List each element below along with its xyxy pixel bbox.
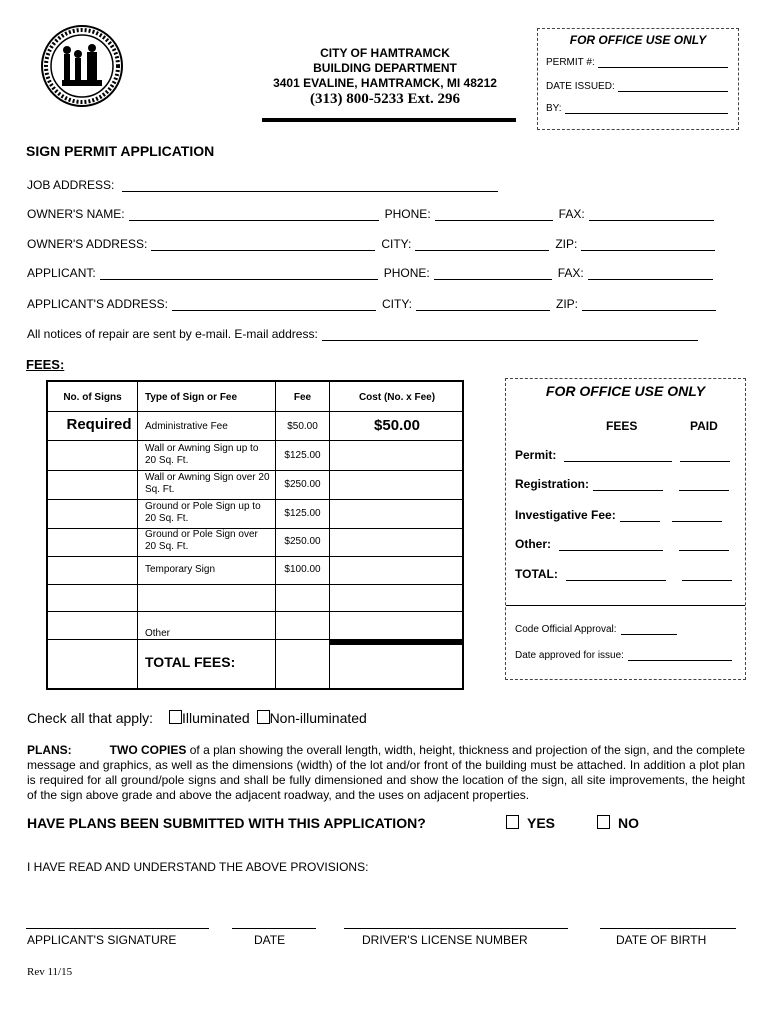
date-input[interactable] xyxy=(232,928,316,929)
total-fees-label: TOTAL FEES: xyxy=(145,654,236,670)
job-address-row: JOB ADDRESS: xyxy=(27,178,498,192)
applicant-row: APPLICANT: PHONE: FAX: xyxy=(27,266,713,280)
code-approval-row: Code Official Approval: xyxy=(515,624,677,635)
office-use-fees-box xyxy=(505,378,746,680)
office-total-paid-input[interactable] xyxy=(682,569,732,581)
date-of-birth-label: DATE OF BIRTH xyxy=(616,933,707,947)
applicant-address-input[interactable] xyxy=(172,299,376,311)
fees-label: FEES: xyxy=(26,357,65,372)
fee-type-ground-large: Ground or Pole Sign over 20 Sq. Ft. xyxy=(145,529,258,552)
fee-wall-small: $125.00 xyxy=(284,450,321,461)
header-rule xyxy=(262,118,516,122)
office-fees-title: FOR OFFICE USE ONLY xyxy=(545,383,706,399)
fee-type-temporary: Temporary Sign xyxy=(145,564,216,575)
header-sign-type: Type of Sign or Fee xyxy=(145,392,238,403)
applicant-fax-input[interactable] xyxy=(588,268,713,280)
provisions-statement: I HAVE READ AND UNDERSTAND THE ABOVE PROVISIONS: xyxy=(27,860,369,874)
applicant-zip-input[interactable] xyxy=(582,299,716,311)
owner-phone-input[interactable] xyxy=(435,209,553,221)
office-other-paid-input[interactable] xyxy=(679,539,729,551)
yes-option[interactable]: YES xyxy=(506,815,555,831)
office-total-row: TOTAL: xyxy=(515,567,732,581)
drivers-license-input[interactable] xyxy=(344,928,568,929)
fee-other-input[interactable] xyxy=(170,630,262,640)
owner-zip-input[interactable] xyxy=(581,239,715,251)
office-use-box-top xyxy=(537,28,739,130)
revision-label: Rev 11/15 xyxy=(27,966,73,978)
fee-other-row: Other xyxy=(145,628,262,640)
form-title: SIGN PERMIT APPLICATION xyxy=(26,143,215,159)
header-fee: Fee xyxy=(293,392,312,403)
header-no-of-signs: No. of Signs xyxy=(63,392,122,403)
date-of-birth-input[interactable] xyxy=(600,928,736,929)
office-permit-fee-input[interactable] xyxy=(564,450,672,462)
check-row: Check all that apply: Illuminated Non-illuminated xyxy=(27,710,367,726)
office-permit-row: Permit: xyxy=(515,448,730,462)
date-label: DATE xyxy=(254,933,286,947)
fee-ground-large: $250.00 xyxy=(284,536,321,547)
header-department: BUILDING DEPARTMENT xyxy=(313,61,457,75)
illuminated-checkbox[interactable] xyxy=(169,710,182,724)
office-registration-paid-input[interactable] xyxy=(679,479,729,491)
office-other-fee-input[interactable] xyxy=(559,539,663,551)
owner-address-input[interactable] xyxy=(151,239,375,251)
plans-submitted-question: HAVE PLANS BEEN SUBMITTED WITH THIS APPLICATION? xyxy=(27,815,426,831)
owner-fax-input[interactable] xyxy=(589,209,714,221)
office-investigative-paid-input[interactable] xyxy=(672,510,722,522)
date-approved-input[interactable] xyxy=(628,651,732,661)
office-permit-paid-input[interactable] xyxy=(680,450,730,462)
fee-temporary: $100.00 xyxy=(284,564,321,575)
fee-type-wall-small: Wall or Awning Sign up to 20 Sq. Ft. xyxy=(145,443,259,466)
code-approval-input[interactable] xyxy=(621,625,677,635)
fee-type-ground-small: Ground or Pole Sign up to 20 Sq. Ft. xyxy=(145,501,261,524)
applicant-address-row: APPLICANT'S ADDRESS: CITY: ZIP: xyxy=(27,297,716,311)
header-city: CITY OF HAMTRAMCK xyxy=(320,46,450,60)
applicant-signature-input[interactable] xyxy=(26,928,209,929)
office-use-title: FOR OFFICE USE ONLY xyxy=(569,33,707,47)
header-phone: (313) 800-5233 Ext. 296 xyxy=(310,91,460,107)
job-address-input[interactable] xyxy=(122,180,498,192)
applicant-signature-label: APPLICANT'S SIGNATURE xyxy=(27,933,177,947)
office-other-row: Other: xyxy=(515,537,729,551)
office-col-paid: PAID xyxy=(690,419,718,433)
no-option[interactable]: NO xyxy=(597,815,639,831)
city-seal-logo xyxy=(40,24,124,108)
email-input[interactable] xyxy=(322,329,698,341)
owner-address-row: OWNER'S ADDRESS: CITY: ZIP: xyxy=(27,237,715,251)
date-approved-row: Date approved for issue: xyxy=(515,650,732,661)
fee-type-wall-large: Wall or Awning Sign over 20 Sq. Ft. xyxy=(145,472,270,495)
office-registration-row: Registration: xyxy=(515,477,729,491)
no-checkbox[interactable] xyxy=(597,815,610,829)
office-col-fees: FEES xyxy=(606,419,638,433)
office-investigative-row: Investigative Fee: xyxy=(515,508,722,522)
permit-number-field[interactable]: PERMIT #: xyxy=(546,57,728,68)
required-label: Required xyxy=(66,416,132,433)
drivers-license-label: DRIVER'S LICENSE NUMBER xyxy=(362,933,528,947)
office-investigative-fee-input[interactable] xyxy=(620,510,660,522)
owner-name-input[interactable] xyxy=(129,209,379,221)
owner-row: OWNER'S NAME: PHONE: FAX: xyxy=(27,207,714,221)
date-issued-field[interactable]: DATE ISSUED: xyxy=(546,81,728,92)
header-address: 3401 EVALINE, HAMTRAMCK, MI 48212 xyxy=(273,76,497,90)
yes-checkbox[interactable] xyxy=(506,815,519,829)
owner-city-input[interactable] xyxy=(415,239,549,251)
office-registration-fee-input[interactable] xyxy=(593,479,663,491)
email-row: All notices of repair are sent by e-mail. E-mail address: xyxy=(27,327,698,341)
applicant-city-input[interactable] xyxy=(416,299,550,311)
office-total-fee-input[interactable] xyxy=(566,569,666,581)
issued-by-field[interactable]: BY: xyxy=(546,103,728,114)
non-illuminated-checkbox[interactable] xyxy=(257,710,270,724)
plans-paragraph: PLANS: TWO COPIES of a plan showing the overall length, width, height, thickness and projection of the sign, and the complete message and graphics, as well as the dimensions (width) of the lot and/or front of the building must be attached. In addition a plot plan is required for all ground/pole signs and shall be fully dimensioned and show the location of the sign, all site improvements, the height of the sign above grade and above the adjacent roadway, and the uses on adjacent properties. xyxy=(27,743,745,802)
applicant-phone-input[interactable] xyxy=(434,268,552,280)
header-cost: Cost (No. x Fee) xyxy=(358,392,436,403)
fee-type-admin: Administrative Fee xyxy=(145,421,228,432)
cost-admin: $50.00 xyxy=(374,417,420,434)
fee-wall-large: $250.00 xyxy=(284,479,321,490)
fees-table xyxy=(46,380,464,690)
applicant-name-input[interactable] xyxy=(100,268,378,280)
fee-ground-small: $125.00 xyxy=(284,508,321,519)
fee-admin: $50.00 xyxy=(287,421,318,432)
